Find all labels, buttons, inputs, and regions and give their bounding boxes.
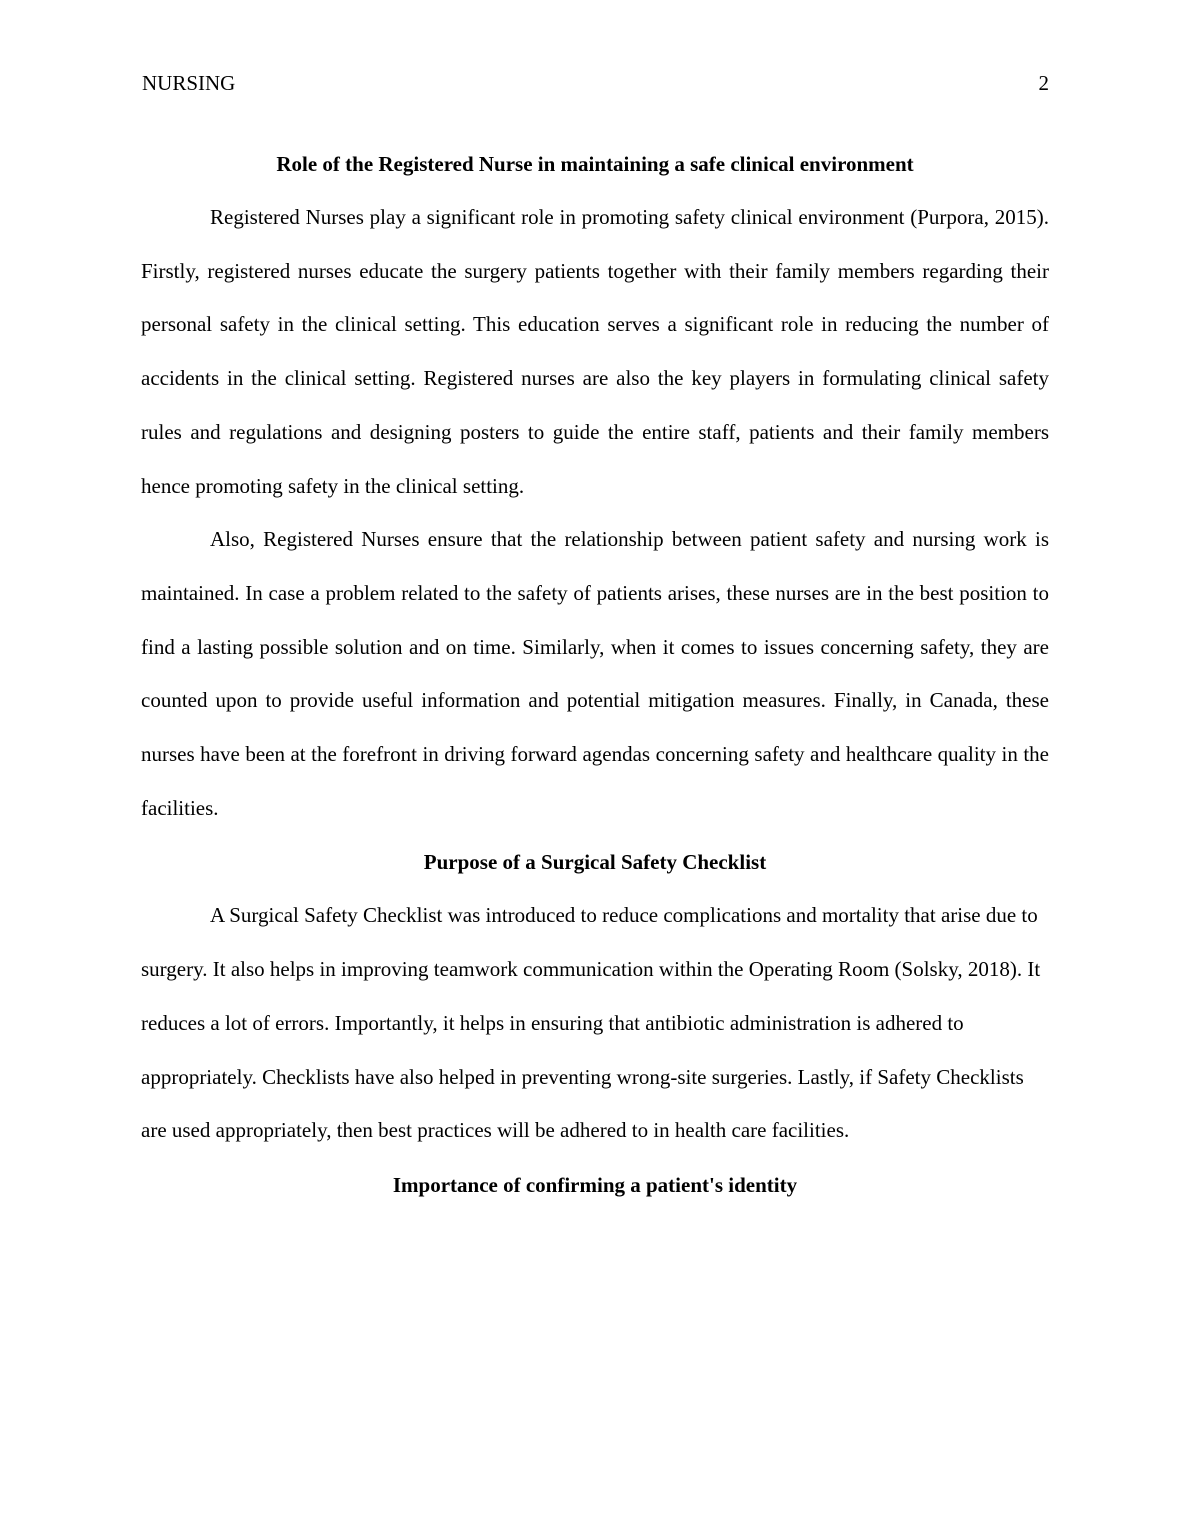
section-heading-role-of-nurse: Role of the Registered Nurse in maintaining a safe clinical environment [276,152,914,176]
section-heading-surgical-checklist: Purpose of a Surgical Safety Checklist [423,850,767,875]
paragraph-role-2: Also, Registered Nurses ensure that the relationship between patient safety and nursing work is maintained. In case a problem related to the safety of patients arises, these nurses are in the best position to find a lasting possible solution and on time. Similarly, when it comes to issues concerning safety, they are counted upon to provide useful information and potential mitigation measures. Finally, in Canada, these nurses have been at the forefront in driving forward agendas concerning safety and healthcare quality in the facilities. [141,527,1049,820]
running-head: NURSING [142,71,236,95]
paragraph-role-1: Registered Nurses play a significant role in promoting safety clinical environment (Purpora, 2015). Firstly, registered nurses educate the surgery patients together with their family members regarding their personal safety in the clinical setting. This education serves a significant role in reducing the number of accidents in the clinical setting. Registered nurses are also the key players in formulating clinical safety rules and regulations and designing posters to guide the entire staff, patients and their family members hence promoting safety in the clinical setting. [141,205,1049,498]
document-body [141,137,1049,1212]
section-heading-patient-identity: Importance of confirming a patient's identity [392,1172,798,1197]
paragraph-checklist-1: A Surgical Safety Checklist was introduced to reduce complications and mortality that arise due to surgery. It also helps in improving teamwork communication within the Operating Room (Solsky, 2018). It reduces a lot of errors. Importantly, it helps in ensuring that antibiotic administration is adhered to appropriately. Checklists have also helped in preventing wrong-site surgeries. Lastly, if Safety Checklists are used appropriately, then best practices will be adhered to in health care facilities. [141,903,1041,1143]
page-number: 2 [1038,71,1049,95]
